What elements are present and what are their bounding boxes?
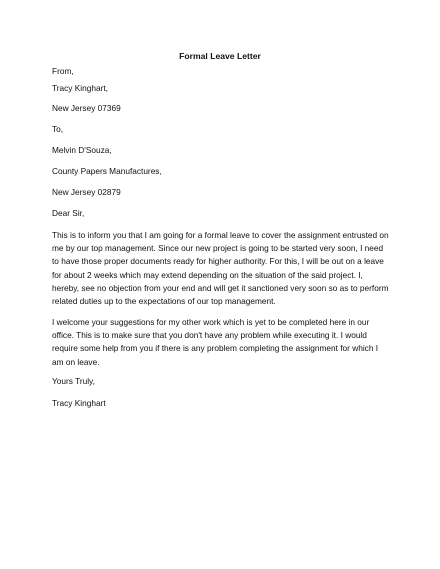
paragraph-line: me by our top management. Since our new project is going to be started very soon, I need <box>52 243 384 254</box>
paragraph-line: am on leave. <box>52 356 100 367</box>
paragraph-line: hereby, see no objection from your end and will get it sanctioned very soon so as to perform <box>52 282 389 293</box>
from-label: From, <box>52 66 74 76</box>
paragraph-line: require some help from you if there is any problem completing the assignment for which I <box>52 343 379 354</box>
signature-name: Tracy Kinghart <box>52 398 106 408</box>
closing: Yours Truly, <box>52 376 95 386</box>
paragraph-line: I welcome your suggestions for my other work which is yet to be completed here in our <box>52 317 370 327</box>
recipient-company: County Papers Manufactures, <box>52 166 162 176</box>
body-paragraph-1 <box>52 229 392 308</box>
paragraph-line: This is to inform you that I am going for a formal leave to cover the assignment entrusted on <box>52 230 389 240</box>
sender-address: New Jersey 07369 <box>52 103 121 113</box>
paragraph-line: for about 2 weeks which may extend depending on the situation of the said project. I, <box>52 269 363 280</box>
letter-title: Formal Leave Letter <box>179 51 261 61</box>
paragraph-line: office. This is to make sure that you don't have any problem while executing it. I would <box>52 330 367 341</box>
paragraph-line: related duties up to the expectations of our top management. <box>52 296 276 307</box>
recipient-name: Melvin D'Souza, <box>52 145 112 155</box>
sender-name: Tracy Kinghart, <box>52 83 108 93</box>
paragraph-line: to have those proper documents ready for higher authority. For this, I will be out on a leave <box>52 256 384 267</box>
recipient-address: New Jersey 02879 <box>52 187 121 197</box>
to-label: To, <box>52 124 64 134</box>
body-paragraph-2 <box>52 316 392 369</box>
salutation: Dear Sir, <box>52 208 85 218</box>
